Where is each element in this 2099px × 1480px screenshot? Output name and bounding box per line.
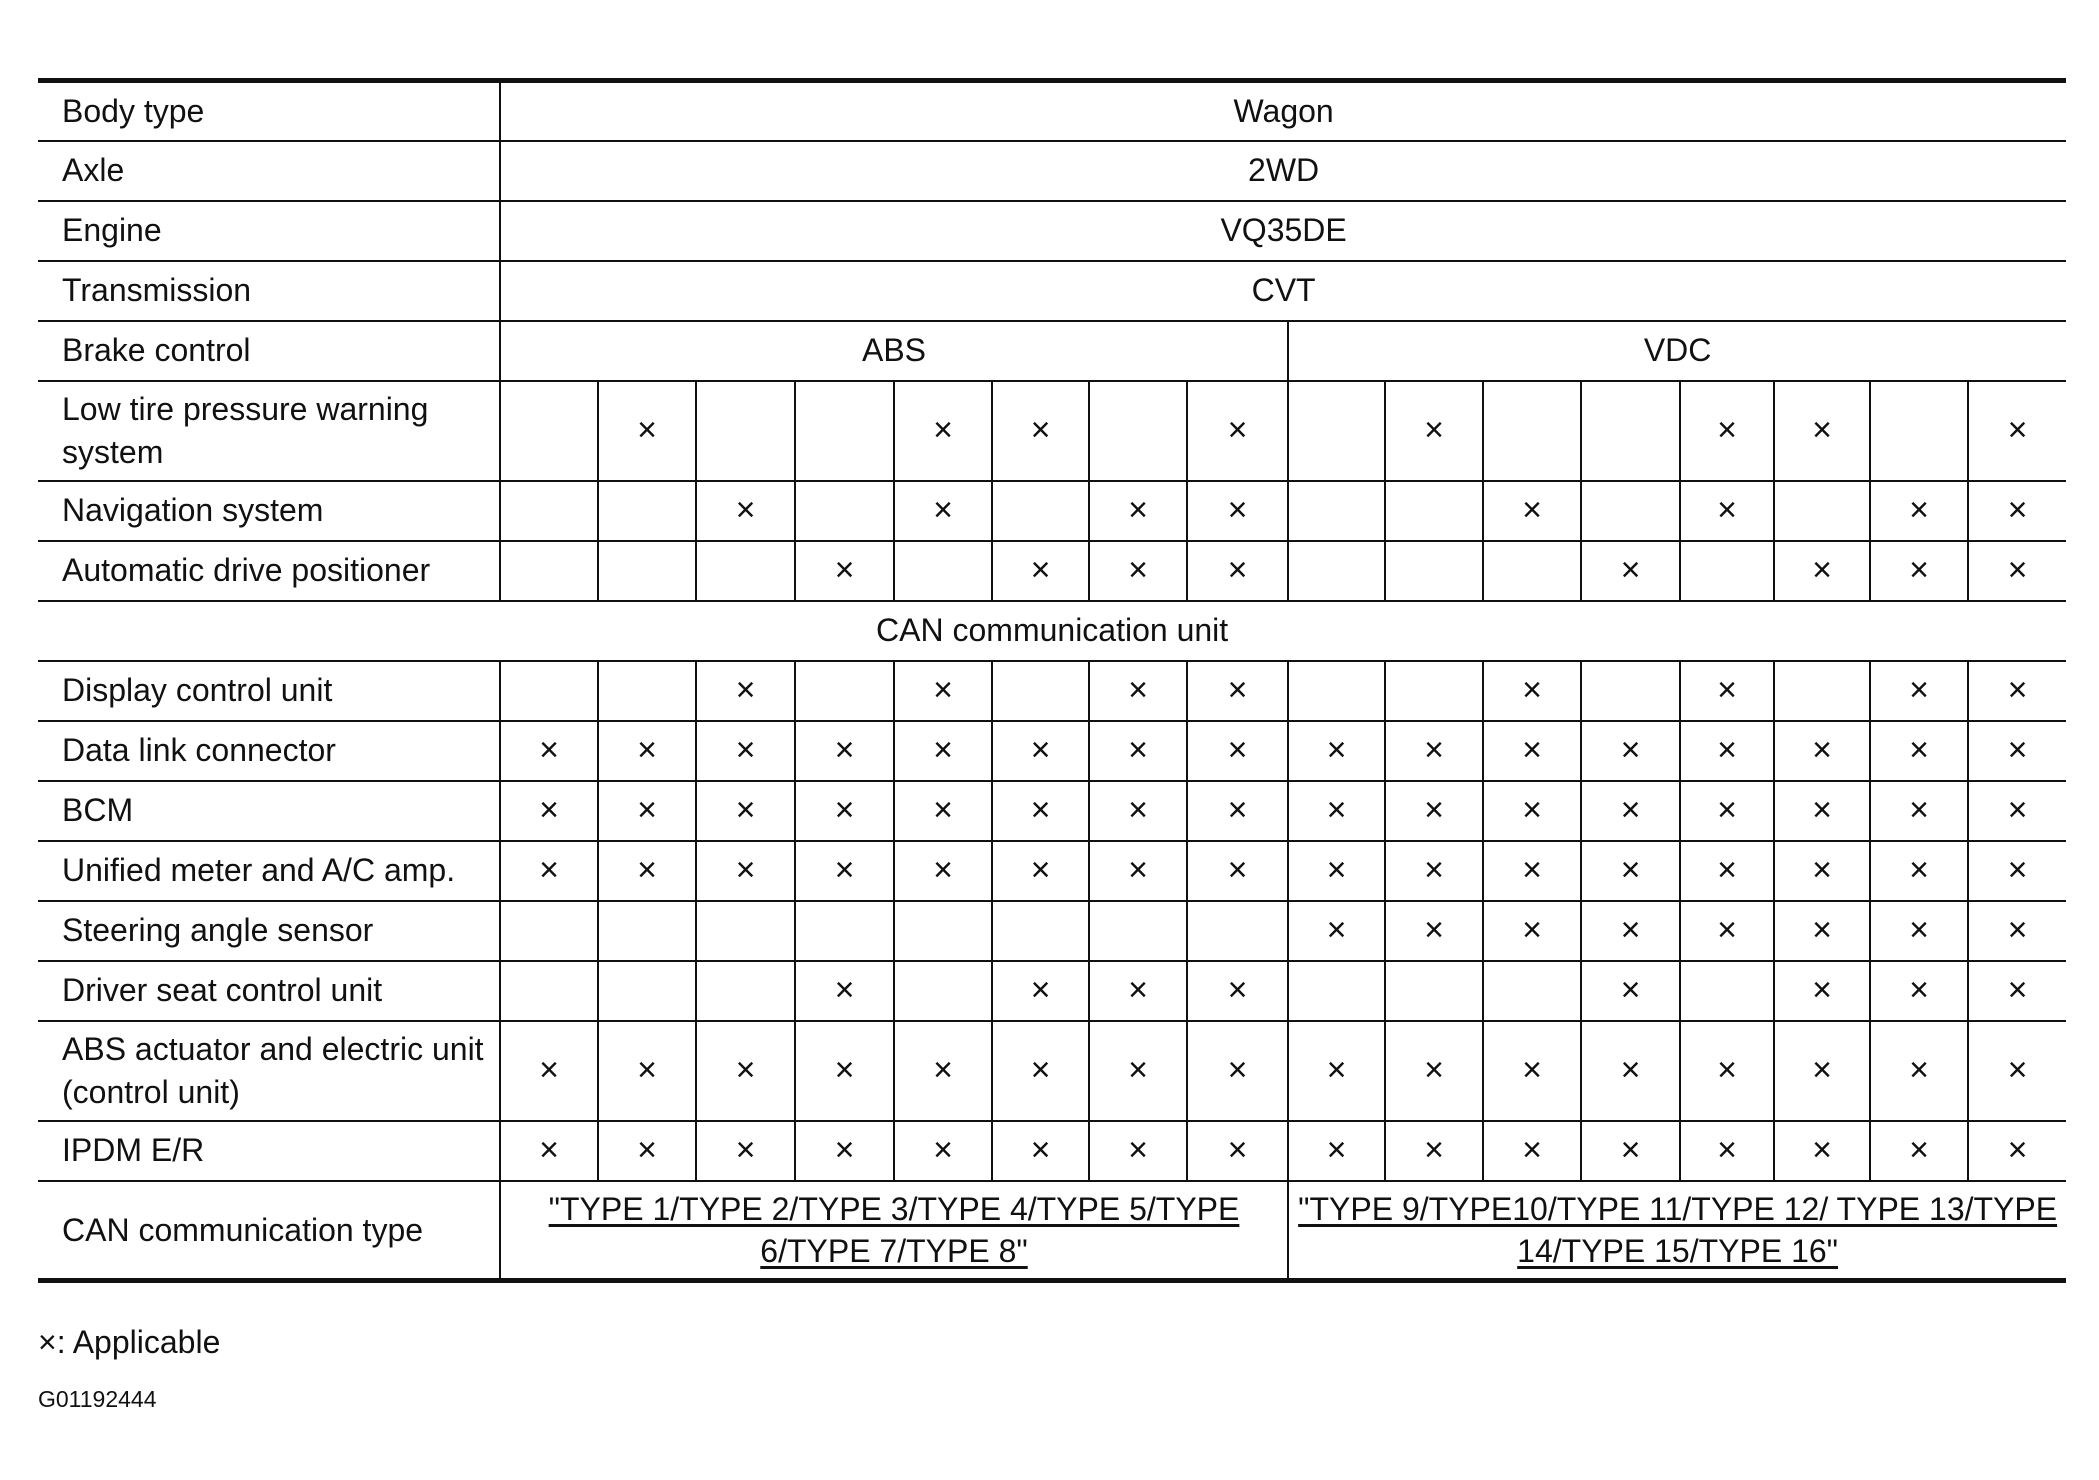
applicability-cell xyxy=(1385,961,1483,1021)
applicability-cell: × xyxy=(1385,721,1483,781)
applicability-cell: × xyxy=(1581,1121,1680,1181)
applicability-cell: × xyxy=(1680,661,1774,721)
section-title: CAN communication unit xyxy=(38,601,2066,661)
row-label: Display control unit xyxy=(38,661,500,721)
applicability-cell: × xyxy=(1968,661,2066,721)
applicability-cell: × xyxy=(1870,661,1968,721)
applicability-cell: × xyxy=(696,721,795,781)
applicability-cell: × xyxy=(1774,781,1870,841)
row-label: Automatic drive positioner xyxy=(38,541,500,601)
applicability-cell: × xyxy=(598,1021,696,1121)
applicability-cell: × xyxy=(1581,781,1680,841)
applicability-cell xyxy=(1288,961,1385,1021)
applicability-cell: × xyxy=(1089,541,1187,601)
applicability-cell: × xyxy=(1581,721,1680,781)
body-type-row xyxy=(38,81,2066,141)
applicability-cell: × xyxy=(1968,961,2066,1021)
applicability-cell: × xyxy=(894,1021,992,1121)
applicability-cell xyxy=(1483,381,1581,481)
applicability-cell: × xyxy=(1774,1121,1870,1181)
applicability-cell: × xyxy=(795,781,894,841)
applicability-cell xyxy=(992,481,1089,541)
row-label: CAN communication type xyxy=(38,1181,500,1281)
applicability-cell: × xyxy=(1187,541,1288,601)
matrix-row xyxy=(38,961,2066,1021)
applicability-cell xyxy=(1774,481,1870,541)
applicability-cell: × xyxy=(1288,781,1385,841)
matrix-row xyxy=(38,1121,2066,1181)
row-label: Driver seat control unit xyxy=(38,961,500,1021)
applicability-cell: × xyxy=(1187,381,1288,481)
applicability-cell: × xyxy=(992,1021,1089,1121)
can-type-row xyxy=(38,1181,2066,1281)
applicability-cell xyxy=(1089,381,1187,481)
applicability-cell: × xyxy=(500,841,598,901)
applicability-cell: × xyxy=(1680,901,1774,961)
applicability-cell: × xyxy=(1385,781,1483,841)
applicability-cell xyxy=(598,541,696,601)
applicability-cell: × xyxy=(1968,381,2066,481)
applicability-cell: × xyxy=(1774,841,1870,901)
applicability-cell xyxy=(1288,481,1385,541)
applicability-cell xyxy=(1680,541,1774,601)
applicability-cell xyxy=(1774,661,1870,721)
applicability-cell: × xyxy=(1680,481,1774,541)
applicability-cell: × xyxy=(1581,541,1680,601)
matrix-row xyxy=(38,721,2066,781)
applicability-cell: × xyxy=(1089,1121,1187,1181)
applicability-cell xyxy=(500,661,598,721)
brake-control-row xyxy=(38,321,2066,381)
applicability-cell xyxy=(500,381,598,481)
applicability-cell: × xyxy=(1187,721,1288,781)
applicability-cell: × xyxy=(1187,961,1288,1021)
applicability-cell: × xyxy=(894,841,992,901)
applicability-cell xyxy=(1385,661,1483,721)
applicability-cell: × xyxy=(1483,661,1581,721)
applicability-cell xyxy=(500,541,598,601)
applicability-cell: × xyxy=(795,961,894,1021)
engine-value: VQ35DE xyxy=(500,201,2066,261)
applicability-cell: × xyxy=(500,781,598,841)
row-label: Axle xyxy=(38,141,500,201)
axle-value: 2WD xyxy=(500,141,2066,201)
applicability-cell: × xyxy=(1870,961,1968,1021)
applicability-cell: × xyxy=(1187,481,1288,541)
applicability-cell: × xyxy=(1187,1021,1288,1121)
applicability-cell: × xyxy=(1968,541,2066,601)
applicability-cell: × xyxy=(1870,841,1968,901)
applicability-cell: × xyxy=(1870,781,1968,841)
applicability-cell xyxy=(598,481,696,541)
applicability-cell xyxy=(696,901,795,961)
applicability-cell: × xyxy=(1089,1021,1187,1121)
applicability-cell xyxy=(992,901,1089,961)
applicability-cell: × xyxy=(1385,841,1483,901)
applicability-cell: × xyxy=(1870,901,1968,961)
applicability-cell xyxy=(1385,481,1483,541)
applicability-cell: × xyxy=(1483,1121,1581,1181)
applicability-cell: × xyxy=(1187,781,1288,841)
matrix-row xyxy=(38,541,2066,601)
applicability-cell: × xyxy=(1680,1121,1774,1181)
applicability-cell: × xyxy=(1288,901,1385,961)
applicability-cell: × xyxy=(795,1121,894,1181)
section-header-row xyxy=(38,601,2066,661)
engine-row xyxy=(38,201,2066,261)
abs-can-types: "TYPE 1/TYPE 2/TYPE 3/TYPE 4/TYPE 5/TYPE 6/TYPE 7/TYPE 8" xyxy=(500,1181,1288,1281)
brake-group-abs: ABS xyxy=(500,321,1288,381)
row-label: BCM xyxy=(38,781,500,841)
row-label: Navigation system xyxy=(38,481,500,541)
applicability-cell: × xyxy=(1385,1121,1483,1181)
applicability-cell: × xyxy=(1870,1121,1968,1181)
applicability-cell: × xyxy=(500,721,598,781)
applicability-cell: × xyxy=(1968,1021,2066,1121)
applicability-cell xyxy=(1288,661,1385,721)
matrix-row xyxy=(38,1021,2066,1121)
applicability-cell: × xyxy=(1774,1021,1870,1121)
applicability-cell: × xyxy=(1483,841,1581,901)
applicability-cell: × xyxy=(1968,481,2066,541)
applicability-cell: × xyxy=(1288,841,1385,901)
applicability-cell: × xyxy=(992,721,1089,781)
applicability-cell xyxy=(598,901,696,961)
applicability-cell: × xyxy=(1483,781,1581,841)
applicability-cell xyxy=(894,961,992,1021)
applicability-cell xyxy=(795,901,894,961)
applicability-cell: × xyxy=(1385,1021,1483,1121)
applicability-cell xyxy=(1089,901,1187,961)
row-label: Brake control xyxy=(38,321,500,381)
vdc-can-types: "TYPE 9/TYPE10/TYPE 11/TYPE 12/ TYPE 13/TYPE 14/TYPE 15/TYPE 16" xyxy=(1288,1181,2066,1281)
applicability-cell: × xyxy=(1968,1121,2066,1181)
applicability-cell: × xyxy=(795,721,894,781)
applicability-cell: × xyxy=(894,721,992,781)
applicability-cell: × xyxy=(1089,721,1187,781)
legend-text: ×: Applicable xyxy=(38,1324,221,1360)
row-label: ABS actuator and electric unit (control unit) xyxy=(38,1021,500,1121)
applicability-cell: × xyxy=(1680,841,1774,901)
row-label: Transmission xyxy=(38,261,500,321)
applicability-cell xyxy=(500,901,598,961)
applicability-cell: × xyxy=(1870,721,1968,781)
applicability-cell xyxy=(795,481,894,541)
transmission-value: CVT xyxy=(500,261,2066,321)
applicability-cell: × xyxy=(1968,841,2066,901)
applicability-cell: × xyxy=(1089,781,1187,841)
applicability-cell: × xyxy=(598,721,696,781)
applicability-cell: × xyxy=(598,841,696,901)
applicability-cell: × xyxy=(992,781,1089,841)
applicability-cell: × xyxy=(1089,481,1187,541)
applicability-cell: × xyxy=(795,1021,894,1121)
applicability-cell: × xyxy=(1968,721,2066,781)
applicability-cell xyxy=(696,961,795,1021)
applicability-cell: × xyxy=(1680,721,1774,781)
applicability-cell: × xyxy=(1581,961,1680,1021)
applicability-cell xyxy=(598,961,696,1021)
applicability-cell: × xyxy=(1483,1021,1581,1121)
applicability-cell xyxy=(1581,381,1680,481)
applicability-cell: × xyxy=(894,1121,992,1181)
applicability-cell: × xyxy=(1187,841,1288,901)
applicability-cell: × xyxy=(1385,381,1483,481)
applicability-cell: × xyxy=(500,1021,598,1121)
applicability-cell: × xyxy=(1968,901,2066,961)
applicability-cell: × xyxy=(1288,1121,1385,1181)
applicability-cell: × xyxy=(894,781,992,841)
applicability-cell xyxy=(1581,481,1680,541)
applicability-cell: × xyxy=(1774,901,1870,961)
applicability-cell xyxy=(696,381,795,481)
applicability-cell: × xyxy=(1288,721,1385,781)
applicability-cell: × xyxy=(1680,781,1774,841)
applicability-cell xyxy=(1581,661,1680,721)
applicability-cell: × xyxy=(894,661,992,721)
applicability-cell: × xyxy=(1680,381,1774,481)
applicability-cell: × xyxy=(696,661,795,721)
figure-id: G01192444 xyxy=(38,1386,157,1412)
applicability-cell: × xyxy=(696,781,795,841)
applicability-cell: × xyxy=(1680,1021,1774,1121)
applicability-cell: × xyxy=(795,541,894,601)
applicability-cell: × xyxy=(1483,481,1581,541)
applicability-cell xyxy=(500,961,598,1021)
applicability-cell: × xyxy=(696,1021,795,1121)
applicability-cell xyxy=(1288,541,1385,601)
applicability-cell xyxy=(992,661,1089,721)
option-rows xyxy=(38,381,2066,601)
applicability-cell: × xyxy=(992,1121,1089,1181)
unit-rows xyxy=(38,661,2066,1181)
matrix-row xyxy=(38,661,2066,721)
applicability-cell xyxy=(795,661,894,721)
applicability-cell: × xyxy=(1968,781,2066,841)
matrix-row xyxy=(38,901,2066,961)
applicability-cell xyxy=(1288,381,1385,481)
can-system-spec-table xyxy=(38,78,2066,1283)
applicability-cell: × xyxy=(1774,541,1870,601)
applicability-cell xyxy=(1870,381,1968,481)
applicability-cell xyxy=(1680,961,1774,1021)
applicability-cell: × xyxy=(795,841,894,901)
applicability-cell: × xyxy=(1774,721,1870,781)
row-label: Body type xyxy=(38,81,500,141)
matrix-row xyxy=(38,781,2066,841)
transmission-row xyxy=(38,261,2066,321)
matrix-row xyxy=(38,841,2066,901)
applicability-cell: × xyxy=(1187,661,1288,721)
applicability-cell: × xyxy=(992,961,1089,1021)
brake-group-vdc: VDC xyxy=(1288,321,2066,381)
applicability-cell: × xyxy=(1483,901,1581,961)
applicability-cell: × xyxy=(1870,481,1968,541)
applicability-cell: × xyxy=(1089,961,1187,1021)
applicability-cell: × xyxy=(500,1121,598,1181)
row-label: Data link connector xyxy=(38,721,500,781)
applicability-cell xyxy=(1483,961,1581,1021)
applicability-cell xyxy=(500,481,598,541)
applicability-cell xyxy=(894,901,992,961)
applicability-cell: × xyxy=(696,1121,795,1181)
applicability-cell xyxy=(894,541,992,601)
applicability-cell: × xyxy=(696,481,795,541)
applicability-cell: × xyxy=(1870,541,1968,601)
row-label: Unified meter and A/C amp. xyxy=(38,841,500,901)
applicability-cell: × xyxy=(1581,1021,1680,1121)
row-label: Engine xyxy=(38,201,500,261)
axle-row xyxy=(38,141,2066,201)
applicability-cell xyxy=(1385,541,1483,601)
row-label: Low tire pressure warning system xyxy=(38,381,500,481)
applicability-cell xyxy=(1483,541,1581,601)
applicability-cell: × xyxy=(696,841,795,901)
applicability-cell: × xyxy=(992,541,1089,601)
applicability-cell: × xyxy=(598,1121,696,1181)
applicability-cell: × xyxy=(1774,381,1870,481)
applicability-cell: × xyxy=(1089,661,1187,721)
applicability-cell xyxy=(696,541,795,601)
applicability-cell: × xyxy=(598,381,696,481)
applicability-cell: × xyxy=(1187,1121,1288,1181)
applicability-cell: × xyxy=(992,841,1089,901)
applicability-cell xyxy=(598,661,696,721)
applicability-cell: × xyxy=(1089,841,1187,901)
applicability-cell xyxy=(1187,901,1288,961)
body-type-value: Wagon xyxy=(500,81,2066,141)
applicability-cell xyxy=(795,381,894,481)
applicability-cell: × xyxy=(894,381,992,481)
applicability-cell: × xyxy=(1581,841,1680,901)
applicability-cell: × xyxy=(1483,721,1581,781)
row-label: Steering angle sensor xyxy=(38,901,500,961)
applicability-cell: × xyxy=(1870,1021,1968,1121)
applicability-cell: × xyxy=(1581,901,1680,961)
applicability-cell: × xyxy=(992,381,1089,481)
row-label: IPDM E/R xyxy=(38,1121,500,1181)
matrix-row xyxy=(38,481,2066,541)
applicability-cell: × xyxy=(1385,901,1483,961)
applicability-cell: × xyxy=(1774,961,1870,1021)
matrix-row xyxy=(38,381,2066,481)
applicability-cell: × xyxy=(1288,1021,1385,1121)
applicability-cell: × xyxy=(598,781,696,841)
applicability-cell: × xyxy=(894,481,992,541)
